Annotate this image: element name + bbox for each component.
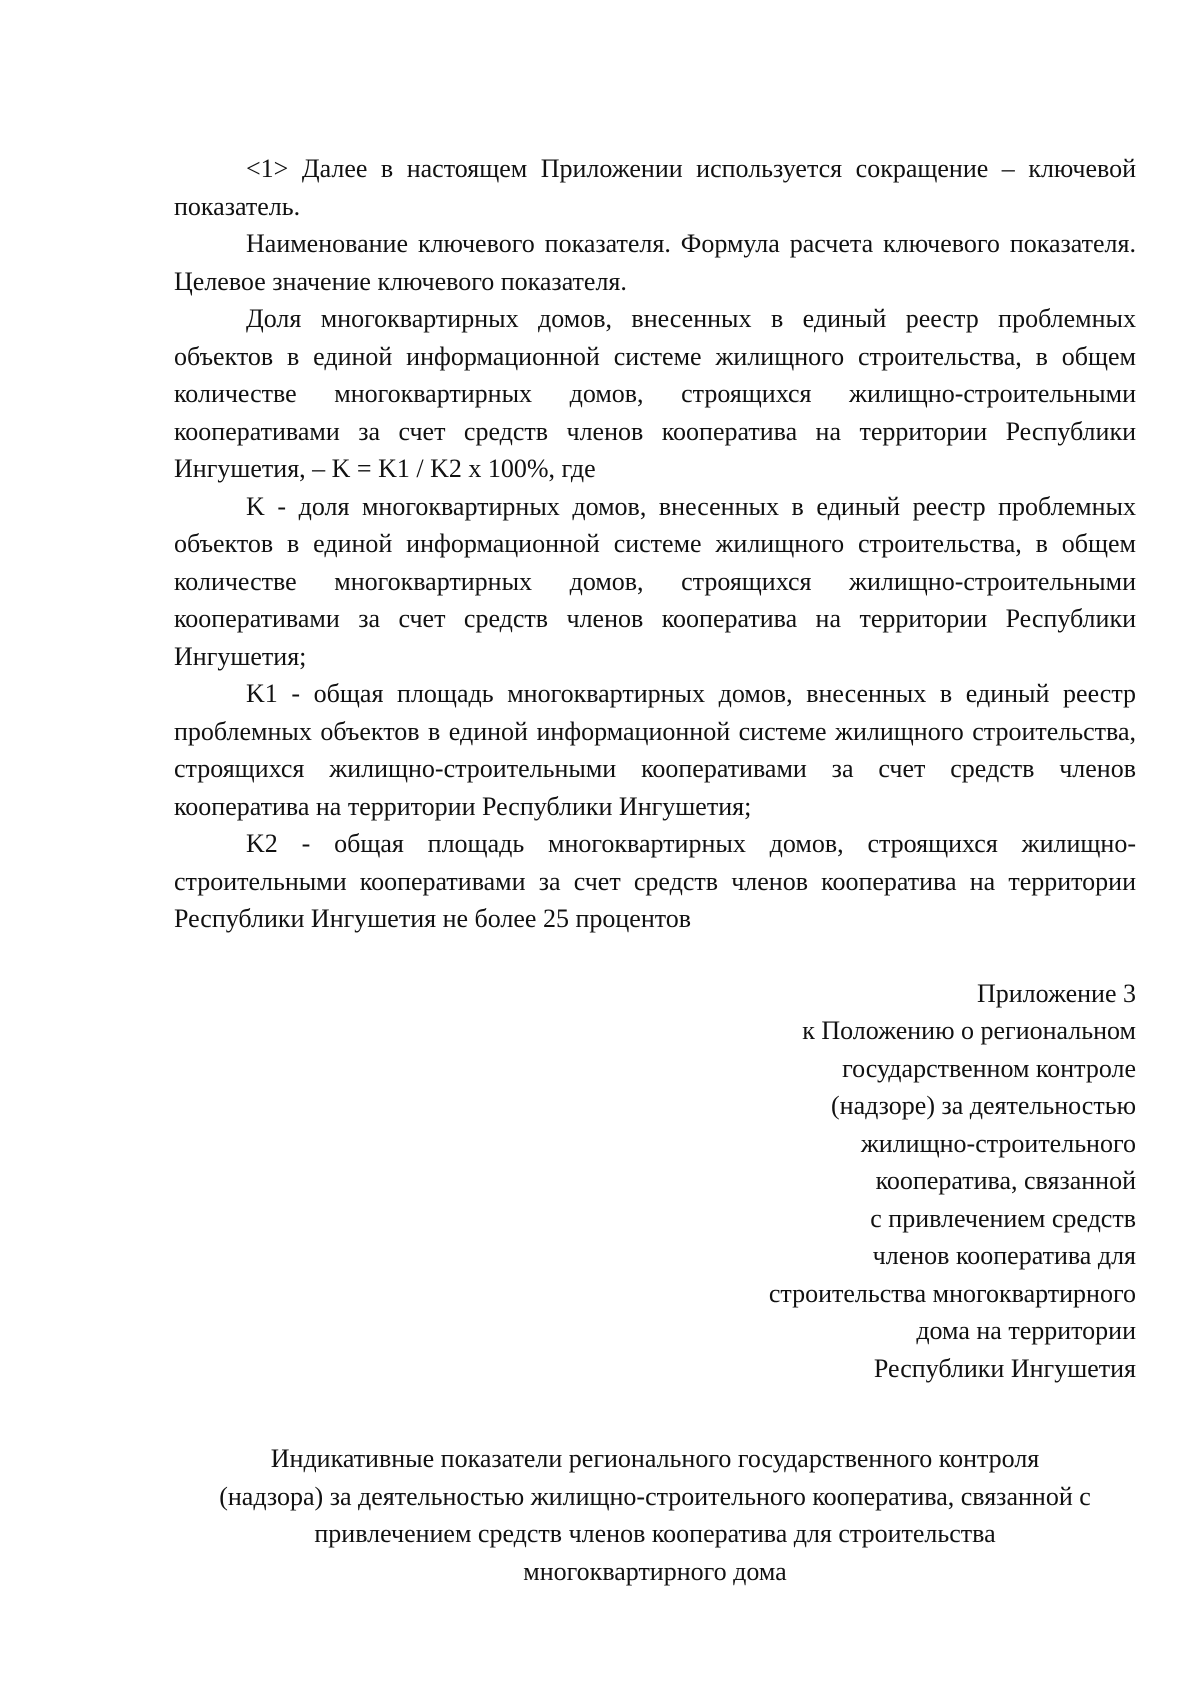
appendix-line: строительства многоквартирного (768, 1278, 1136, 1308)
title-line: привлечением средств членов кооператива для строительства (314, 1519, 996, 1548)
title-line: (надзора) за деятельностью жилищно-строительного кооператива, связанной с (219, 1481, 1091, 1511)
variable-k2-paragraph: K2 - общая площадь многоквартирных домов, строящихся жилищно-строительными кооперативами за счет средств членов кооператива на территории Республики Ингушетия не более 25 процентов (174, 829, 1136, 933)
variable-k-paragraph: K - доля многоквартирных домов, внесенных в единый реестр проблемных объектов в единой информационной системе жилищного строительства, в общем количестве многоквартирных домов, строящихся жилищно-строительными кооперативами за счет средств членов кооператива на территории Республики Ингушетия; (174, 491, 1136, 671)
appendix-line: к Положению о региональном (802, 1016, 1136, 1045)
appendix-line: государственном контроле (842, 1053, 1136, 1083)
indicator-definition-paragraph: Доля многоквартирных домов, внесенных в единый реестр проблемных объектов в единой информационной системе жилищного строительства, в общем количестве многоквартирных домов, строящихся жилищно-строительными кооперативами за счет средств членов кооператива на территории Республики Ингушетия, – K = K1 / K2 x 100%, где (174, 304, 1136, 483)
appendix-line: членов кооператива для (872, 1241, 1136, 1270)
appendix-line: Приложение 3 (976, 978, 1136, 1008)
appendix-line: дома на территории (916, 1316, 1136, 1345)
appendix-line: кооператива, связанной (875, 1166, 1136, 1195)
appendix-line: (надзоре) за деятельностью (831, 1091, 1136, 1120)
document-page (174, 150, 1136, 1590)
appendix-line: Республики Ингушетия (873, 1353, 1136, 1383)
appendix-header (174, 975, 1136, 1388)
footnote-paragraph: <1> Далее в настоящем Приложении используется сокращение – ключевой показатель. (174, 154, 1136, 221)
appendix-line: жилищно-строительного (860, 1128, 1136, 1158)
title-line: Индикативные показатели регионального государственного контроля (270, 1444, 1040, 1473)
appendix-line: с привлечением средств (870, 1203, 1136, 1233)
variable-k1-paragraph: K1 - общая площадь многоквартирных домов, внесенных в единый реестр проблемных объектов в единой информационной системе жилищного строительства, строящихся жилищно-строительными кооперативами за счет средств членов кооператива на территории Республики Ингушетия; (174, 679, 1136, 821)
indicator-header-paragraph: Наименование ключевого показателя. Формула расчета ключевого показателя. Целевое значение ключевого показателя. (174, 229, 1136, 296)
title-line: многоквартирного дома (523, 1556, 787, 1586)
section-title (174, 1440, 1136, 1590)
